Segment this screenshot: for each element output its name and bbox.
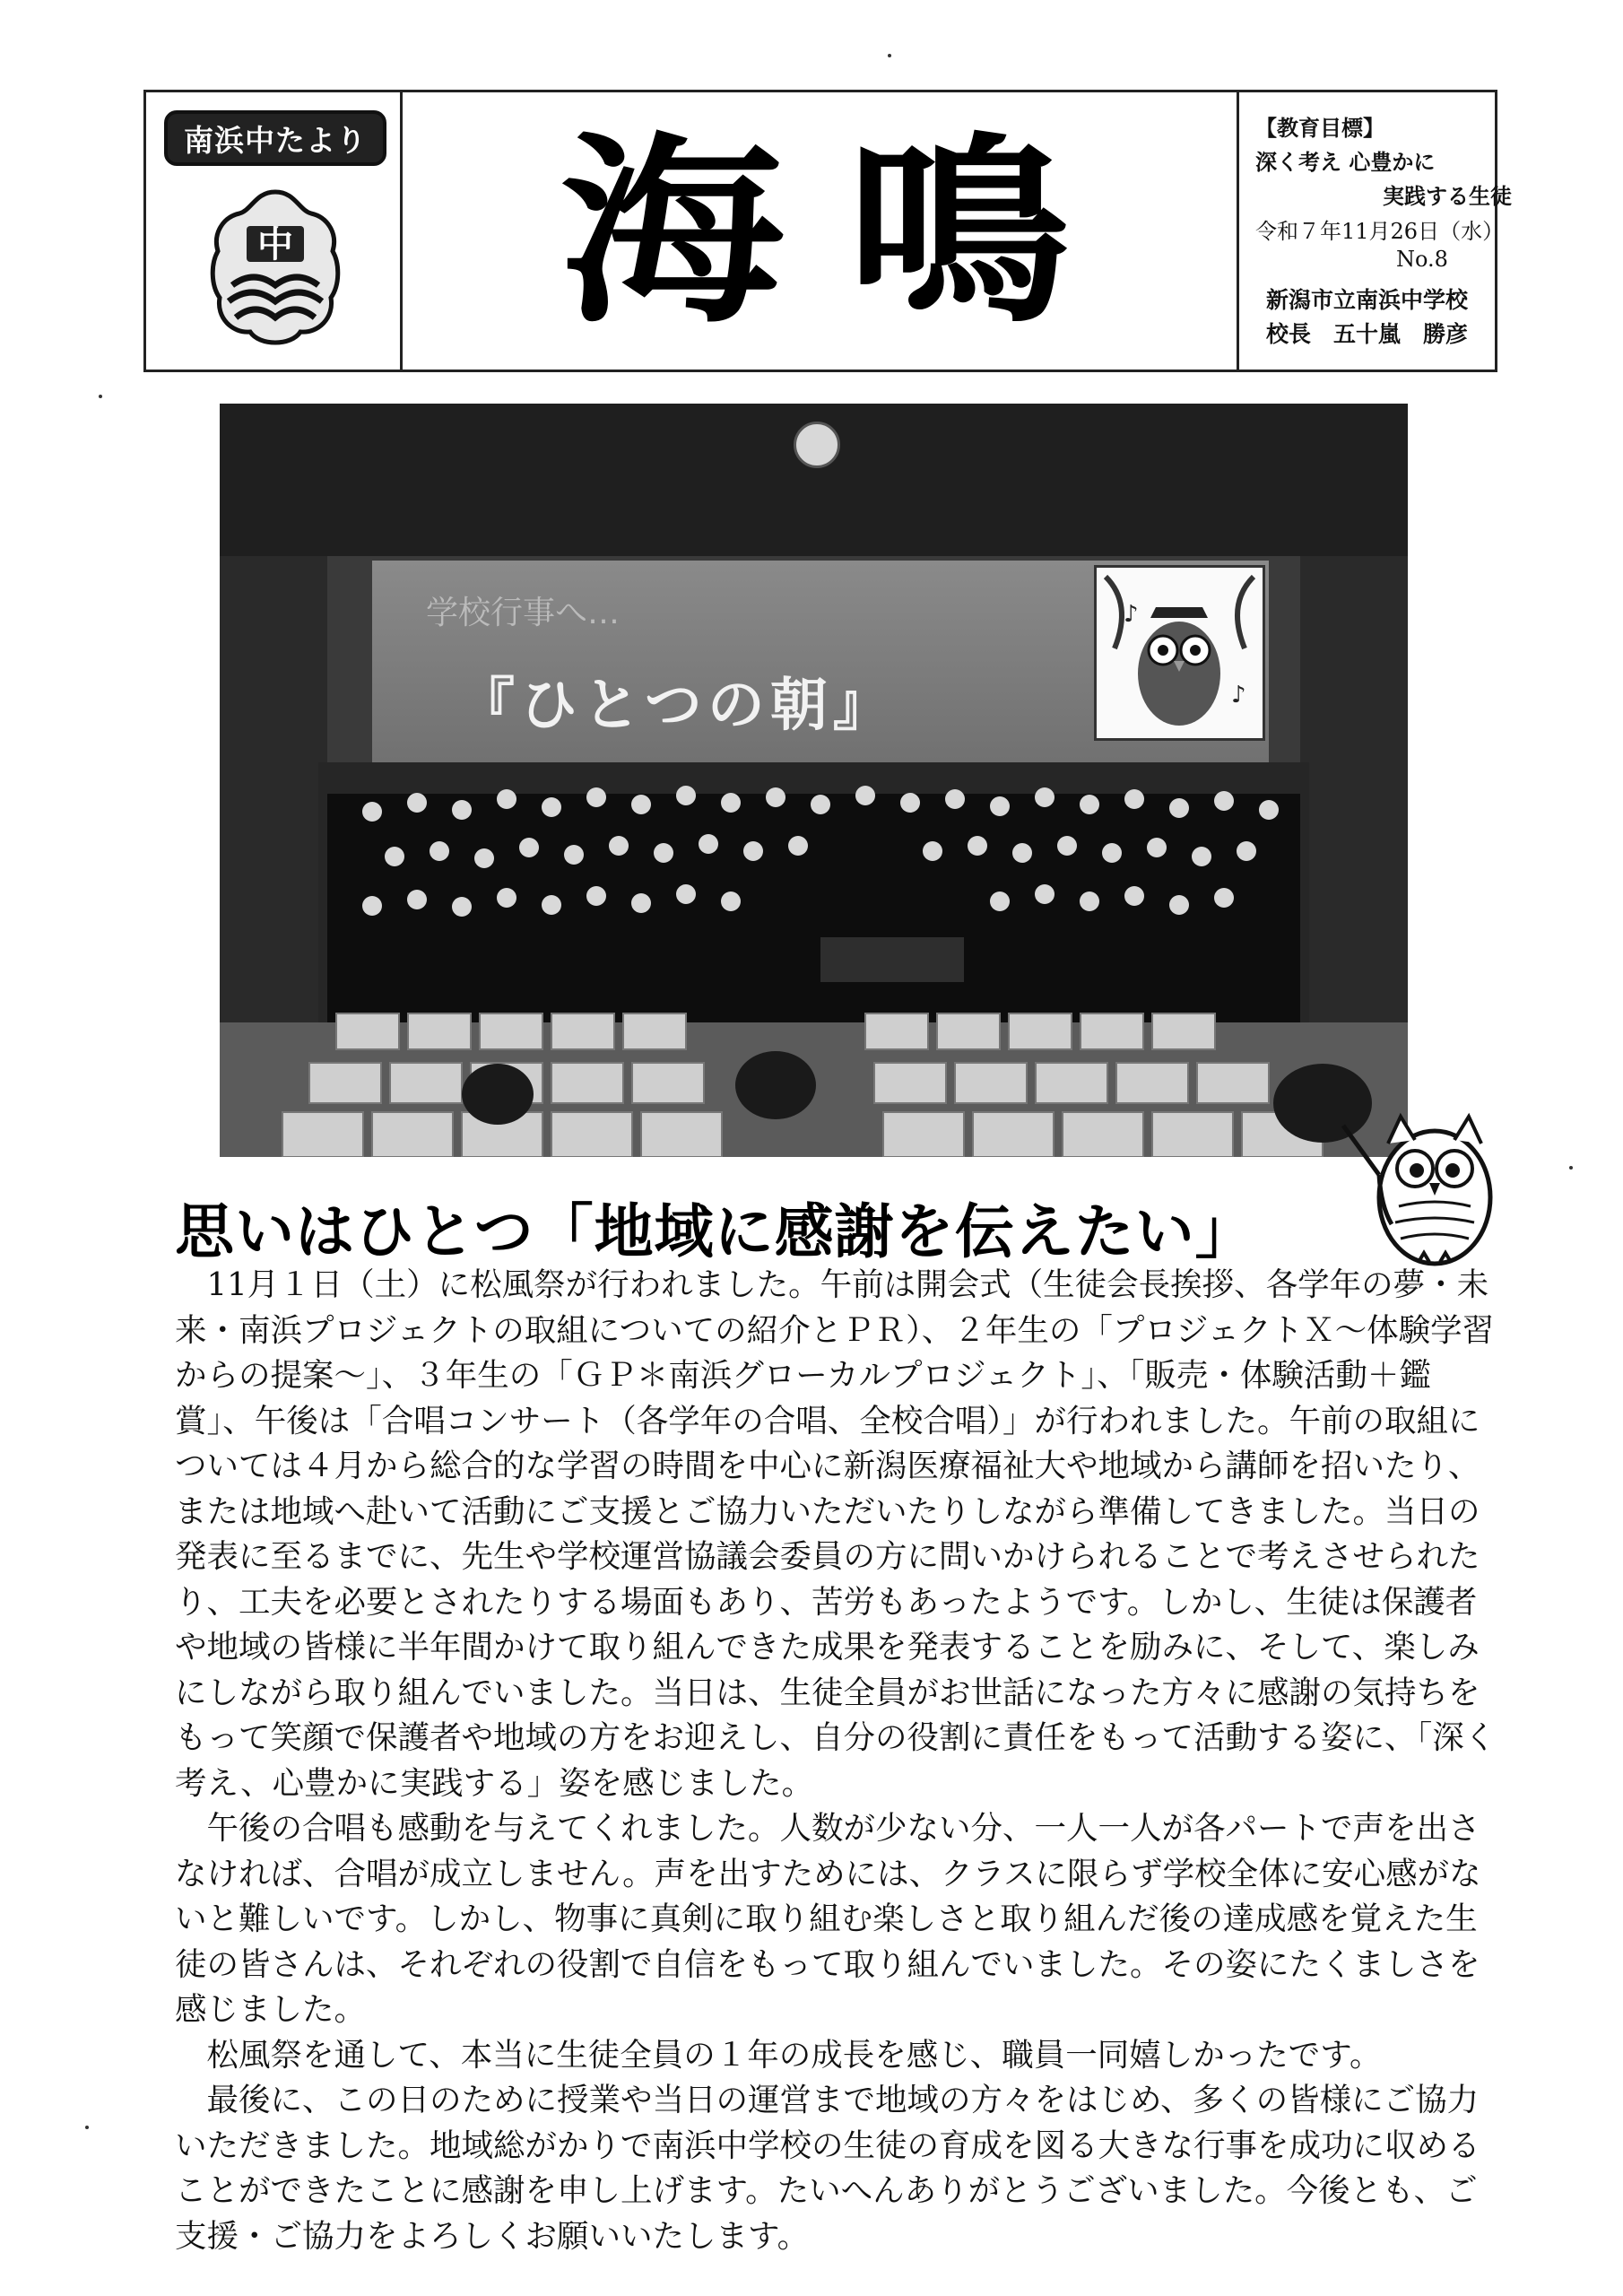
masthead-center [403, 92, 1237, 370]
masthead [143, 90, 1512, 372]
issue-number: No.8 [1396, 247, 1448, 272]
masthead-right [1237, 92, 1512, 370]
newsletter-badge: 南浜中たより [164, 110, 386, 166]
newsletter-title: 海鳴 [560, 112, 1133, 350]
article-paragraph-3: 松風祭を通して、本当に生徒全員の１年の成長を感じ、職員一同嬉しかったです。 [206, 2036, 1382, 2074]
school-emblem-icon [209, 187, 342, 352]
article-paragraph-1: 11月１日（土）に松風祭が行われました。午前は開会式（生徒会長挨拶、各学年の夢・未来・南浜プロジェクトの取組についての紹介とＰＲ）、２年生の「プロジェクトＸ～体験学習からの提案～」、３年生の「ＧＰ＊南浜グローカルプロジェクト」、「販売・体験活動＋鑑賞」、午後は「合唱コンサート（各学年の合唱、全校合唱）」が行われました。午前の取組については４月から総合的な学習の時間を中心に新潟医療福祉大や地域から講師を招いたり、または地域へ赴いて活動にご支援とご協力いただいたりしながら準備してきました。当日の発表に至るまでに、先生や学校運営協議会委員の方に問いかけられることで考えさせられたり、工夫を必要とされたりする場面もあり、苦労もあったようです。しかし、生徒は保護者や地域の皆様に半年間かけて取り組んできた成果を発表することを励みに、そして、楽しみにしながら取り組んでいました。当日は、生徒全員がお世話になった方々に感謝の気持ちをもって笑顔で保護者や地域の方をお迎えし、自分の役割に責任をもって活動する姿に、「深く考え、心豊かに実践する」姿を感じました。 [175, 1266, 1497, 1802]
education-goal-line-1: 深く考え 心豊かに [1255, 150, 1436, 175]
svg-text:♪: ♪ [1124, 601, 1139, 628]
emblem-char: 中 [257, 224, 293, 265]
article-paragraph-4: 最後に、この日のために授業や当日の運営まで地域の方々をはじめ、多くの皆様にご協力いただきました。地域総がかりで南浜中学校の生徒の育成を図る大きな行事を成功に収めることができたことに感謝を申し上げます。たいへんありがとうございました。今後とも、ご支援・ご協力をよろしくお願いいたします。 [175, 2082, 1480, 2255]
education-goal-label: 【教育目標】 [1255, 115, 1384, 141]
owl-slide-icon [1094, 565, 1265, 741]
photo-curtain-left [220, 556, 327, 1022]
scan-speck [85, 2126, 89, 2129]
scan-speck [99, 395, 102, 398]
svg-text:♪: ♪ [1231, 682, 1246, 709]
principal-name: 校長 五十嵐 勝彦 [1266, 321, 1469, 347]
screen-subtitle: 学校行事へ… [426, 595, 621, 631]
audience-chairs [220, 987, 1408, 1157]
masthead-left [146, 92, 403, 370]
school-name: 新潟市立南浜中学校 [1266, 287, 1469, 313]
choir-photo [220, 404, 1408, 1157]
scan-speck [1569, 1166, 1573, 1170]
scan-speck [888, 54, 891, 57]
education-goal-line-2: 実践する生徒 [1383, 184, 1512, 209]
article-paragraph-2: 午後の合唱も感動を与えてくれました。人数が少ない分、一人一人が各パートで声を出さなければ、合唱が成立しません。声を出すためには、クラスに限らず学校全体に安心感がないと難しいです。しかし、物事に真剣に取り組む楽しさと取り組んだ後の達成感を覚えた生徒の皆さんは、それぞれの役割で自信をもって取り組んでいました。その姿にたくましさを感じました。 [175, 1810, 1481, 2028]
screen-banner: 『ひとつの朝』 [457, 672, 896, 739]
owl-mascot-icon [1336, 1090, 1506, 1269]
photo-curtain-right [1300, 556, 1408, 1022]
stage-emblem-icon [794, 422, 840, 468]
article-body [175, 1263, 1506, 2259]
issue-date: 令和７年11月26日（水） [1255, 219, 1505, 244]
article-headline: 思いはひとつ「地域に感謝を伝えたい」 [175, 1197, 1255, 1266]
